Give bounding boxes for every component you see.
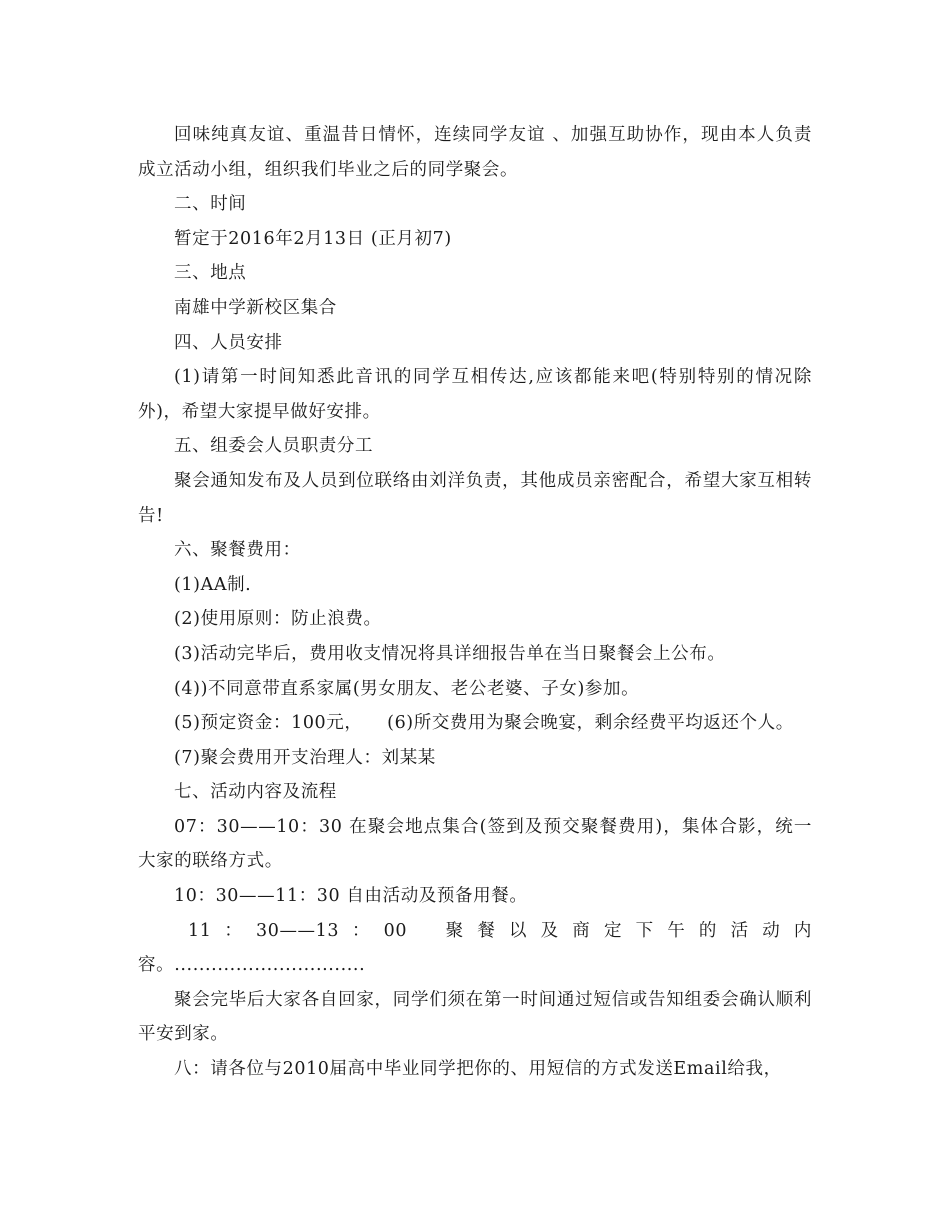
paragraph-cost-2: (2)使用原则：防止浪费。 — [174, 609, 382, 630]
paragraph-closing: 聚会完毕后大家各自回家，同学们须在第一时间通过短信或告知组委会确认顺利平安到家。 — [138, 989, 812, 1045]
paragraph-cost-3: (3)活动完毕后，费用收支情况将具详细报告单在当日聚餐会上公布。 — [174, 643, 726, 664]
heading-location: 三、地点 — [174, 263, 247, 284]
paragraph-committee: 聚会通知发布及人员到位联络由刘洋负责，其他成员亲密配合，希望大家互相转告! — [138, 470, 812, 526]
paragraph-contact: 八：请各位与2010届高中毕业同学把你的、用短信的方式发送Email给我， — [174, 1059, 782, 1080]
heading-time: 二、时间 — [174, 194, 247, 215]
heading-committee: 五、组委会人员职责分工 — [174, 436, 374, 457]
paragraph-date: 暂定于2016年2月13日 (正月初7) — [174, 228, 452, 249]
heading-staffing: 四、人员安排 — [174, 332, 283, 353]
paragraph-cost-1: (1)AA制. — [174, 574, 252, 595]
paragraph-cost-4: (4))不同意带直系家属(男女朋友、老公老婆、子女)参加。 — [174, 678, 640, 699]
paragraph-intro: 回味纯真友谊、重温昔日情怀，连续同学友谊 、加强互助协作，现由本人负责成立活动小组，组织我们毕业之后的同学聚会。 — [138, 125, 812, 180]
paragraph-schedule-2: 10：30——11：30 自由活动及预备用餐。 — [174, 886, 528, 907]
heading-schedule: 七、活动内容及流程 — [174, 782, 337, 803]
paragraph-location: 南雄中学新校区集合 — [174, 297, 337, 318]
document-body — [138, 118, 812, 1087]
paragraph-cost-5-6: (5)预定资金：100元， (6)所交费用为聚会晚宴，剩余经费平均返还个人。 — [174, 713, 794, 734]
paragraph-staffing-1: (1)请第一时间知悉此音讯的同学互相传达,应该都能来吧(特别特别的情况除外)，希望大家提早做好安排。 — [138, 367, 812, 422]
paragraph-schedule-3: 11 ： 30——13 ： 00 聚 餐 以 及 商 定 下 午 的 活 动 内 — [188, 920, 812, 941]
paragraph-schedule-1: 07：30——10：30 在聚会地点集合(签到及预交聚餐费用)，集体合影，统一大家的联络方式。 — [138, 816, 812, 872]
heading-costs: 六、聚餐费用： — [174, 540, 301, 561]
paragraph-cost-7: (7)聚会费用开支治理人：刘某某 — [174, 747, 436, 768]
paragraph-schedule-3-continued: 容。............................... — [138, 955, 366, 976]
